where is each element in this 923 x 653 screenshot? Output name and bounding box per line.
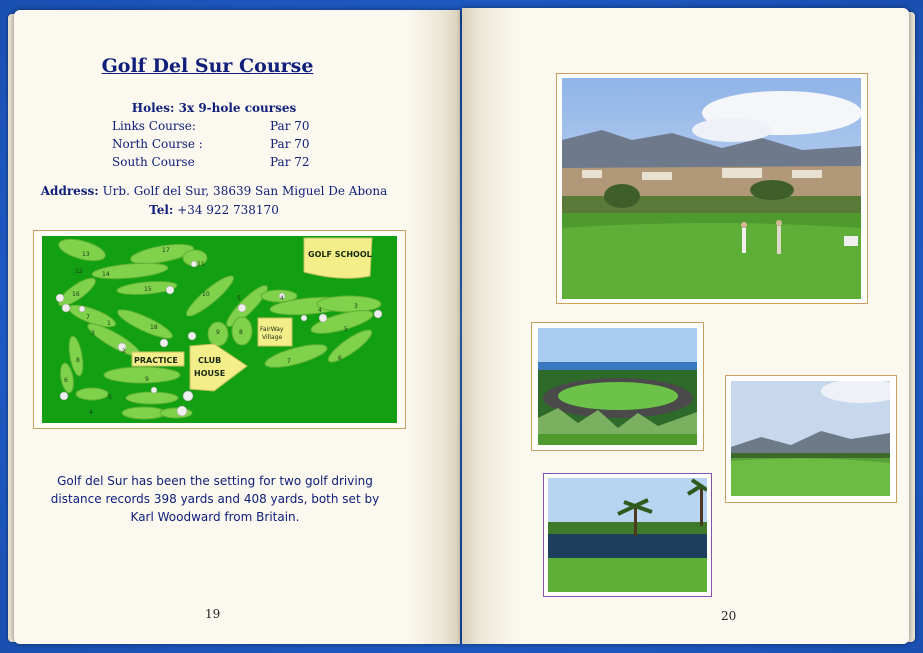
- svg-text:10: 10: [202, 291, 210, 298]
- holes-heading: Holes: 3x 9-hole courses: [131, 101, 297, 115]
- svg-text:6: 6: [338, 355, 342, 362]
- map-label-club: CLUB: [198, 356, 222, 365]
- page-number-right: 20: [721, 609, 737, 623]
- tel-label: Tel:: [149, 203, 174, 217]
- svg-text:3: 3: [91, 330, 95, 337]
- svg-text:6: 6: [64, 377, 68, 384]
- palm-pond-photo: [543, 473, 712, 597]
- map-label-house: HOUSE: [194, 369, 226, 378]
- svg-text:2: 2: [122, 348, 126, 355]
- address-value: Urb. Golf del Sur, 38639 San Miguel De Abona: [98, 184, 388, 198]
- svg-text:8: 8: [239, 329, 243, 336]
- svg-text:7: 7: [287, 358, 291, 365]
- svg-text:1: 1: [107, 320, 111, 327]
- map-label-village: Village: [262, 334, 283, 341]
- page-title: Golf Del Sur Course: [101, 55, 314, 77]
- course-name: North Course :: [112, 137, 203, 151]
- svg-text:11: 11: [197, 261, 205, 268]
- svg-text:18: 18: [150, 324, 158, 331]
- svg-text:5: 5: [344, 326, 348, 333]
- svg-text:4: 4: [89, 409, 93, 416]
- course-name: South Course: [112, 155, 195, 169]
- course-par: Par 72: [270, 155, 310, 169]
- course-map-drawing: [42, 236, 397, 423]
- page-number-left: 19: [205, 607, 221, 621]
- svg-text:16: 16: [72, 291, 80, 298]
- golfers-on-green-photo: [556, 73, 868, 304]
- svg-text:9: 9: [216, 329, 220, 336]
- course-map-frame: [33, 230, 406, 429]
- course-par: Par 70: [270, 119, 310, 133]
- svg-text:12: 12: [75, 268, 83, 275]
- telephone-line: [26, 203, 402, 217]
- svg-text:14: 14: [102, 271, 110, 278]
- tel-value: +34 922 738170: [173, 203, 279, 217]
- svg-text:3: 3: [354, 303, 358, 310]
- svg-text:9: 9: [145, 376, 149, 383]
- svg-text:17: 17: [162, 247, 170, 254]
- svg-text:13: 13: [82, 251, 90, 258]
- course-map: [42, 236, 397, 423]
- address-label: Address:: [40, 184, 99, 198]
- address-line: [26, 184, 402, 198]
- svg-text:8: 8: [76, 357, 80, 364]
- lake-green-photo: [531, 322, 704, 451]
- course-name: Links Course:: [112, 119, 196, 133]
- svg-text:5: 5: [237, 295, 241, 302]
- map-label-golf-school: GOLF SCHOOL: [308, 250, 372, 259]
- course-description: Golf del Sur has been the setting for two golf driving distance records 398 yards and 408 yards, both set by Karl Woodward from Britain.: [50, 474, 380, 524]
- map-label-practice: PRACTICE: [134, 356, 178, 365]
- svg-text:5: 5: [108, 394, 112, 401]
- svg-text:7: 7: [86, 314, 90, 321]
- course-par: Par 70: [270, 137, 310, 151]
- svg-text:4: 4: [280, 295, 284, 302]
- svg-text:4: 4: [318, 307, 322, 314]
- map-label-fairway: FairWay: [260, 326, 284, 333]
- svg-text:15: 15: [144, 286, 152, 293]
- mountain-fairway-photo: [725, 375, 897, 503]
